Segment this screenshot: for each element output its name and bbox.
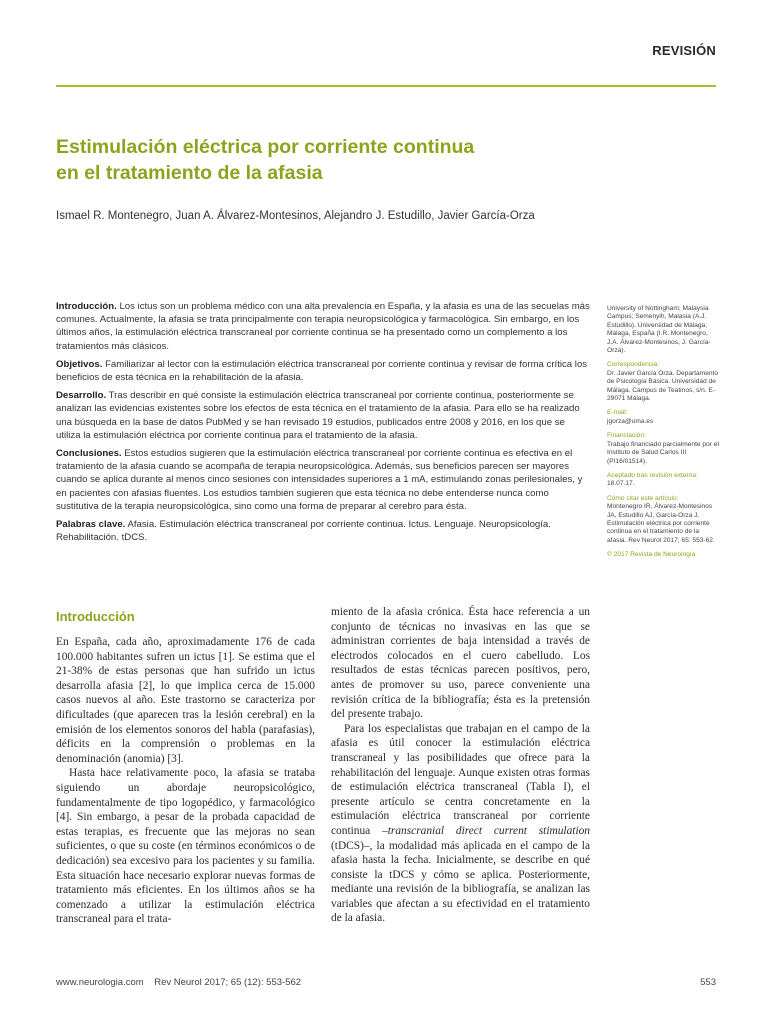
footer-journal: www.neurologia.com Rev Neurol 2017; 65 (12): 553-562 (56, 977, 302, 988)
accepted-date: 18.07.17. (607, 480, 635, 488)
body-column-right (331, 605, 590, 926)
affiliation: University of Nottingham; Malaysia Campus; Semenyih, Malasia (A.J. Estudillo). Universidad de Málaga; Málaga, España (I.R. Montenegro, J.A. Álvarez-Montesinos, J. García-Orza). (607, 305, 711, 355)
funding-label: Financiación: (607, 432, 646, 440)
email-label: E-mail: (607, 409, 628, 417)
abstract-desarrollo: Desarrollo. Tras describir en qué consiste la estimulación eléctrica transcraneal por corriente continua, posteriormente se analizan las evidencias existentes sobre los efectos de esta técnica en el tratamiento de la afasia. Para ello se ha realizado una búsqueda en la base de datos PubMed y se han revisado 19 estudios, publicados entre 2008 y 2016, en los que se utiliza la estimulación eléctrica por corriente continua para el tratamiento de la afasia. (56, 390, 580, 441)
copyright: © 2017 Revista de Neurología (607, 551, 696, 559)
section-label: REVISIÓN (652, 43, 716, 58)
citation-label: Cómo citar este artículo: (607, 494, 679, 502)
abstract-keywords: Palabras clave. Afasia. Estimulación eléctrica transcraneal por corriente continua. Ictus. Lenguaje. Neuropsicología. Rehabilitación. tDCS. (56, 519, 551, 544)
correspondence-label: Correspondencia: (607, 361, 660, 369)
paragraph: En España, cada año, aproximadamente 176 de cada 100.000 habitantes sufren un ictus [1]. Se estima que el 21-38% de estas personas que han sufrido un ictus desarrolla afasia [2], lo que implica cerca de 15.000 casos nuevos al año. Este trastorno se caracteriza por dificultades (que aparecen tras la lesión cerebral) en la emisión de los elementos sonoros del habla (parafasias), déficits en la comprensión o problemas en la denominación (anomia) [3]. (56, 636, 315, 765)
header-rule (56, 85, 716, 87)
abstract (56, 300, 592, 549)
paragraph: miento de la afasia crónica. Ésta hace referencia a un conjunto de técnicas no invasivas en las que se administran corrientes de baja intensidad a través de electrodos colocados en el cuero cabelludo. Los resultados de estas técnicas parecen positivos, pero, antes de promover su uso, parece conveniente una revisión crítica de la bibliografía; ésta es la pretensión del presente trabajo. (331, 606, 590, 721)
sidebar-metadata (607, 305, 719, 560)
title-line-2: en el tratamiento de la afasia (56, 162, 323, 184)
title-line-1: Estimulación eléctrica por corriente continua (56, 136, 475, 158)
paragraph: Hasta hace relativamente poco, la afasia se trataba siguiendo un abordaje neuropsicológico, fundamentalmente de tipo logopédico, y farmacológico [4]. Sin embargo, a pesar de la probada capacidad de estas terapias, es frecuente que las mejoras no sean suficientes, o que su coste (en términos económicos o de dedicación) sea excesivo para los pacientes y su familia. Esta situación hace necesario explorar nuevas formas de tratamiento más eficientes. En los últimos años se ha comenzado a utilizar la estimulación eléctrica transcraneal para el trata- (56, 767, 315, 926)
author-list: Ismael R. Montenegro, Juan A. Álvarez-Montesinos, Alejandro J. Estudillo, Javier García-Orza (56, 210, 535, 222)
body-column-left (56, 635, 315, 927)
article-title (56, 134, 576, 186)
accepted-label: Aceptado tras revisión externa: (607, 471, 698, 479)
abstract-intro: Introducción. Los ictus son un problema médico con una alta prevalencia en España, y la afasia es una de las secuelas más comunes. Actualmente, la afasia se trata principalmente con terapia neuropsicológica y farmacológica. Sin embargo, en los últimos años, la estimulación eléctrica transcraneal por corriente continua se ha presentado como un complemento a los tratamientos más clásicos. (56, 301, 590, 352)
page-number: 553 (700, 977, 716, 988)
abstract-conclusiones: Conclusiones. Estos estudios sugieren que la estimulación eléctrica transcraneal por corriente continua es efectiva en el tratamiento de la afasia cuando se acompaña de terapia neuropsicológica. Además, sus beneficios parecen ser mayores cuando se aplica durante al menos cinco sesiones con intensidades superiores a 1 mA, estimulando zonas perilesionales, y en pacientes con afasias fluentes. Los estudios también sugieren que esta técnica no debe entenderse nunca como sustitutiva de la terapia neuropsicológica, sino como una forma de preparar al cerebro para ésta. (56, 448, 583, 512)
correspondence: Dr. Javier García Orza. Departamento de Psicología Básica. Universidad de Málaga. Campus de Teatinos, s/n. E-29071 Málaga. (607, 369, 719, 403)
section-heading-introduccion: Introducción (56, 609, 135, 624)
abstract-objetivos: Objetivos. Familiarizar al lector con la estimulación eléctrica transcraneal por corriente continua y revisar de forma crítica los beneficios de esta técnica en la rehabilitación de la afasia. (56, 358, 588, 384)
email-address[interactable]: jgorza@uma.es (607, 417, 654, 425)
paragraph: Para los especialistas que trabajan en el campo de la afasia es útil conocer la estimulación eléctrica transcraneal y las posibilidades que ofrece para la rehabilitación del lenguaje. Aunque existen otras formas de estimulación eléctrica transcraneal (Tabla I), el presente artículo se centra concretamente en la estimulación eléctrica transcraneal por corriente continua –transcranial direct current stimulation (tDCS)–, la modalidad más aplicada en el campo de la afasia hasta la fecha. Inicialmente, se describe en qué consiste la tDCS y cómo se aplica. Posteriormente, mediante una revisión de la bibliografía, se analizan las variables que afectan a su efectividad en el tratamiento de la afasia. (331, 722, 591, 925)
funding: Trabajo financiado parcialmente por el Instituto de Salud Carlos III (PI16/01514). (607, 440, 719, 465)
citation: Montenegro IR, Álvarez-Montesinos JA, Estudillo AJ, García-Orza J. Estimulación eléctrica por corriente continua en el tratamiento de la afasia. Rev Neurol 2017; 65: 553-62. (607, 503, 715, 544)
